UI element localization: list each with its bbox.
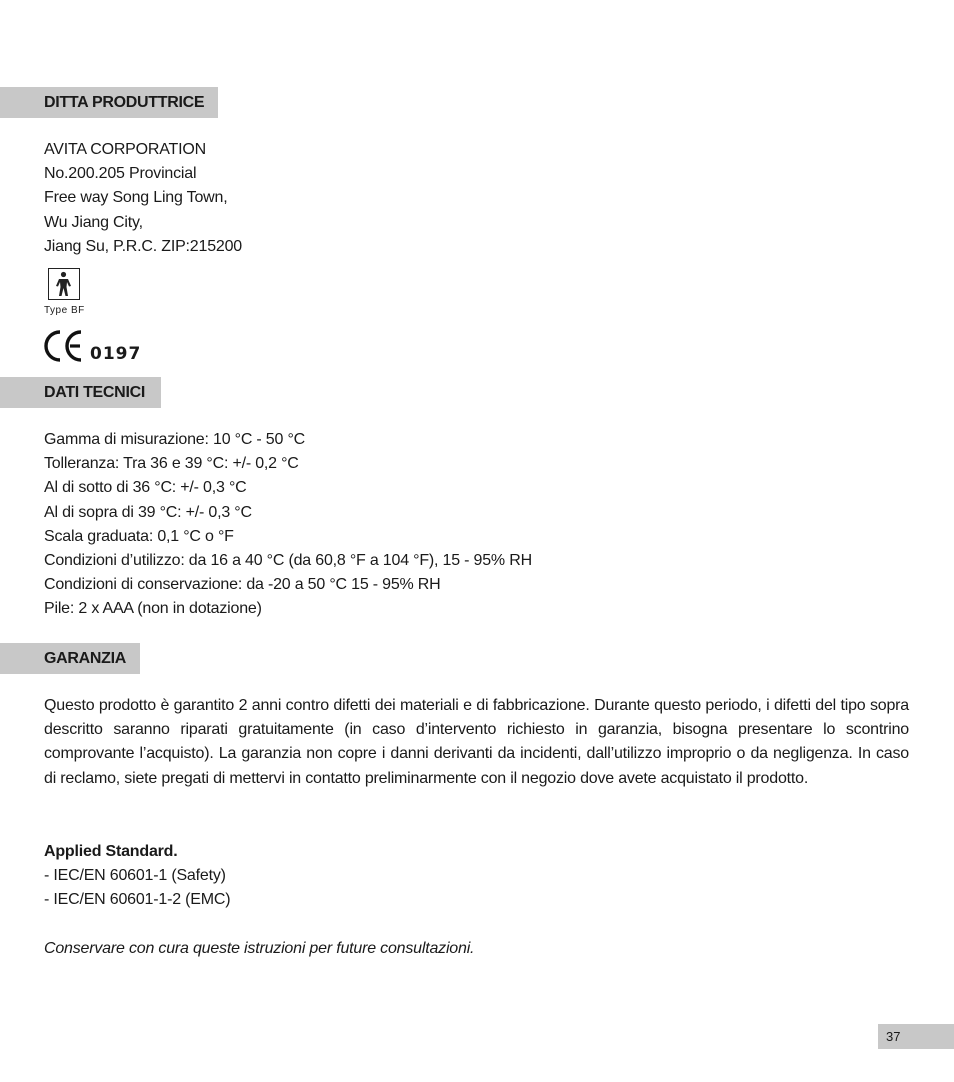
address-line: No.200.205 Provincial: [44, 165, 197, 183]
applied-standards: [44, 840, 230, 913]
spec-line: Al di sotto di 36 °C: +/- 0,3 °C: [44, 479, 247, 497]
type-bf-label: Type BF: [44, 305, 85, 316]
spec-line: Pile: 2 x AAA (non in dotazione): [44, 600, 262, 618]
footer-note: [44, 937, 474, 961]
address-line: Wu Jiang City,: [44, 213, 143, 231]
spec-line: Condizioni di conservazione: da -20 a 50 °C 15 - 95% RH: [44, 576, 441, 594]
standard-item: - IEC/EN 60601-1 (Safety): [44, 867, 226, 885]
spec-line: Al di sopra di 39 °C: +/- 0,3 °C: [44, 503, 252, 521]
type-bf-icon: [48, 268, 80, 300]
address-line: AVITA CORPORATION: [44, 141, 206, 158]
spec-line: Scala graduata: 0,1 °C o °F: [44, 527, 234, 545]
footer-note-text: Conservare con cura queste istruzioni per future consultazioni.: [44, 940, 475, 957]
technical-data: [44, 428, 532, 622]
address-line: Free way Song Ling Town,: [44, 189, 228, 207]
spec-line: Condizioni d’utilizzo: da 16 a 40 °C (da 60,8 °F a 104 °F), 15 - 95% RH: [44, 552, 532, 570]
spec-line: Gamma di misurazione: 10 °C - 50 °C: [44, 431, 306, 448]
ce-mark-icon: [43, 329, 87, 368]
section-header-technical: DATI TECNICI: [0, 377, 161, 408]
section-header-manufacturer: DITTA PRODUTTRICE: [0, 87, 218, 118]
section-header-warranty: GARANZIA: [0, 643, 140, 674]
standards-title: Applied Standard.: [44, 843, 178, 860]
standard-item: - IEC/EN 60601-1-2 (EMC): [44, 891, 231, 909]
warranty-text: Questo prodotto è garantito 2 anni contro difetti dei materiali e di fabbricazione. Durante questo periodo, i difetti del tipo sopra descritto saranno riparati gratuitamente (in caso d’intervento richiesto in garanzia, bisogna presentare lo scontrino comprovante l’acquisto). La garanzia non copre i danni derivanti da incidenti, dall’utilizzo improprio o da negligenza. In caso di reclamo, siete pregati di mettervi in contatto preliminarmente con il negozio dove avete acquistato il prodotto.: [44, 697, 909, 787]
page-number: 37: [878, 1024, 954, 1049]
spec-line: Tolleranza: Tra 36 e 39 °C: +/- 0,2 °C: [44, 455, 299, 473]
manufacturer-address: [44, 138, 242, 259]
ce-notified-body-number: 0197: [90, 344, 142, 364]
address-line: Jiang Su, P.R.C. ZIP:215200: [44, 237, 242, 255]
